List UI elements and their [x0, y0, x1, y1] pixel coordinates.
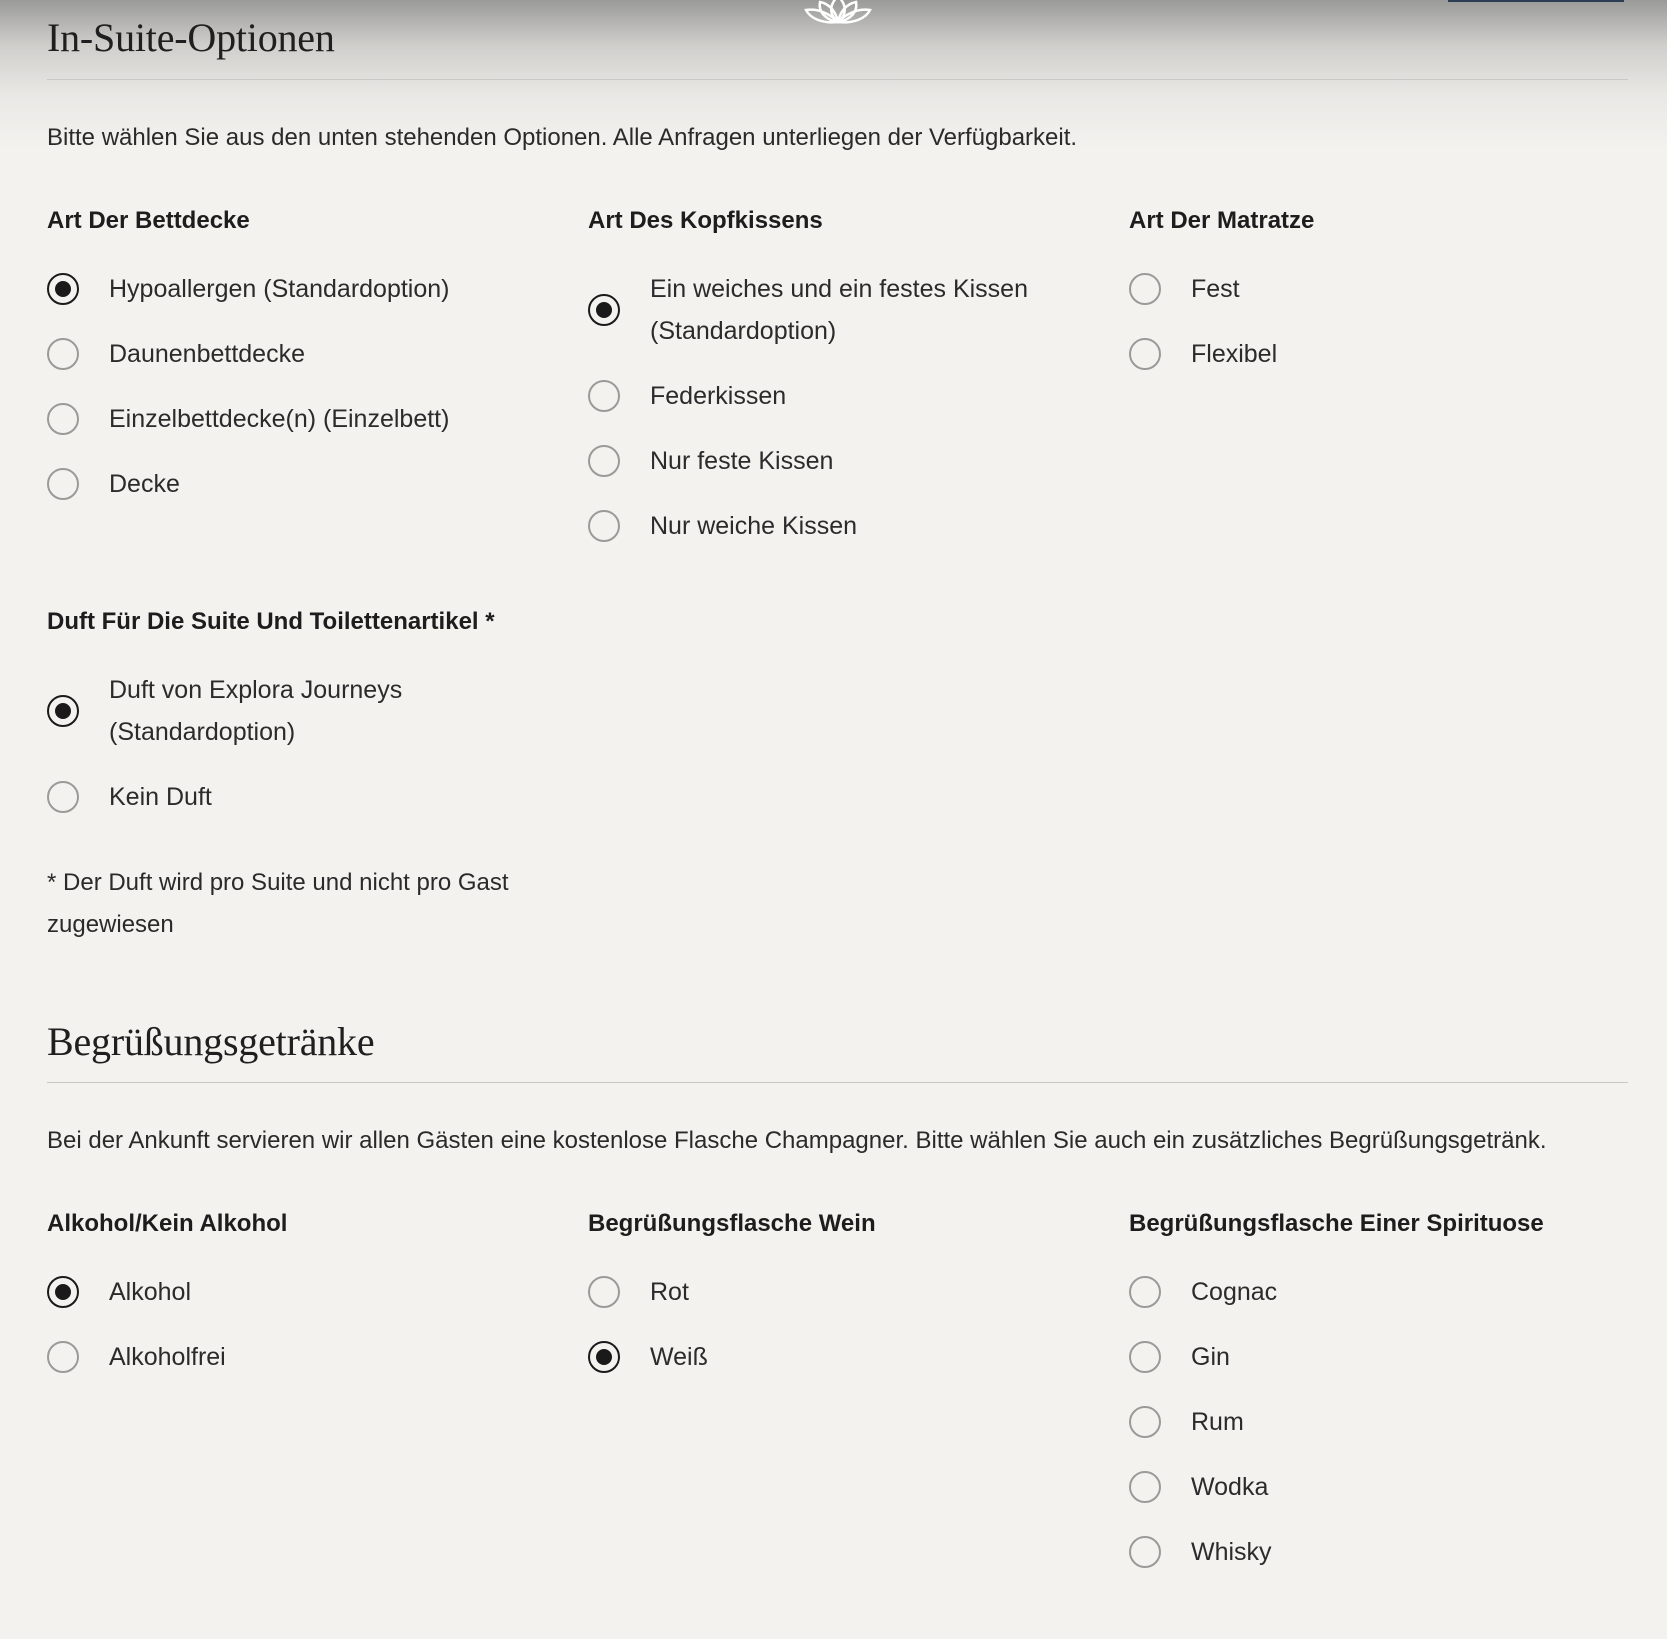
radio-unchecked-icon[interactable] [47, 468, 79, 500]
radio-option[interactable] [588, 440, 1078, 482]
radio-option[interactable] [1129, 1271, 1629, 1313]
radio-checked-icon[interactable] [588, 294, 620, 326]
radio-option-label: Einzelbettdecke(n) (Einzelbett) [109, 405, 450, 433]
radio-option[interactable] [588, 505, 1078, 547]
radio-option-label: Weiß [650, 1343, 708, 1371]
radio-option-label: Rot [650, 1278, 689, 1306]
radio-unchecked-icon[interactable] [1129, 1536, 1161, 1568]
scent-footnote: * Der Duft wird pro Suite und nicht pro Gast zugewiesen [47, 869, 509, 938]
radio-unchecked-icon[interactable] [1129, 1471, 1161, 1503]
radio-option-label: Gin [1191, 1343, 1230, 1371]
radio-option[interactable] [47, 463, 547, 505]
radio-option-label: Rum [1191, 1408, 1244, 1436]
radio-unchecked-icon[interactable] [1129, 1406, 1161, 1438]
radio-unchecked-icon[interactable] [1129, 273, 1161, 305]
wine-group [588, 1210, 1088, 1401]
pillow-group [588, 207, 1078, 570]
group-title: Art Des Kopfkissens [588, 207, 823, 234]
radio-option[interactable] [47, 1336, 547, 1378]
group-title: Duft Für Die Suite Und Toilettenartikel * [47, 608, 495, 635]
radio-unchecked-icon[interactable] [588, 1276, 620, 1308]
header-accent-bar [1448, 0, 1624, 2]
radio-option-label: Alkohol [109, 1278, 191, 1306]
radio-checked-icon[interactable] [47, 695, 79, 727]
radio-option-label: Cognac [1191, 1278, 1278, 1306]
radio-option[interactable] [1129, 1531, 1629, 1573]
radio-unchecked-icon[interactable] [1129, 1341, 1161, 1373]
radio-option[interactable] [588, 268, 1078, 352]
radio-option-label: Duft von Explora Journeys (Standardoption) [109, 676, 403, 746]
radio-option[interactable] [47, 398, 547, 440]
radio-option[interactable] [1129, 268, 1629, 310]
radio-option-label: Ein weiches und ein festes Kissen (Standardoption) [650, 275, 1028, 345]
radio-unchecked-icon[interactable] [1129, 1276, 1161, 1308]
radio-option[interactable] [588, 375, 1078, 417]
group-title: Begrüßungsflasche Wein [588, 1210, 876, 1237]
radio-checked-icon[interactable] [47, 273, 79, 305]
radio-option-label: Daunenbettdecke [109, 340, 305, 368]
lotus-logo-icon [800, 0, 876, 26]
radio-option[interactable] [588, 1271, 1088, 1313]
radio-checked-icon[interactable] [47, 1276, 79, 1308]
group-title: Alkohol/Kein Alkohol [47, 1210, 288, 1237]
mattress-group [1129, 207, 1629, 398]
radio-option-label: Fest [1191, 275, 1240, 303]
radio-option[interactable] [1129, 1336, 1629, 1378]
scent-group [47, 608, 567, 946]
radio-option[interactable] [588, 1336, 1088, 1378]
radio-unchecked-icon[interactable] [47, 403, 79, 435]
radio-option-label: Kein Duft [109, 783, 212, 811]
radio-option[interactable] [1129, 1466, 1629, 1508]
section-title-drinks: Begrüßungsgetränke [47, 1019, 375, 1064]
section-title-suite: In-Suite-Optionen [47, 15, 335, 60]
radio-unchecked-icon[interactable] [1129, 338, 1161, 370]
spirit-group [1129, 1210, 1629, 1596]
suite-intro-text: Bitte wählen Sie aus den unten stehenden Optionen. Alle Anfragen unterliegen der Verfügbarkeit. [47, 124, 1078, 151]
radio-unchecked-icon[interactable] [588, 445, 620, 477]
group-title: Art Der Matratze [1129, 207, 1315, 234]
group-title: Begrüßungsflasche Einer Spirituose [1129, 1210, 1544, 1237]
radio-option-label: Hypoallergen (Standardoption) [109, 275, 450, 303]
radio-option-label: Decke [109, 470, 180, 498]
radio-option-label: Federkissen [650, 382, 787, 410]
radio-unchecked-icon[interactable] [588, 510, 620, 542]
radio-option[interactable] [47, 1271, 547, 1313]
duvet-group [47, 207, 547, 528]
radio-option-label: Wodka [1191, 1473, 1269, 1501]
radio-option[interactable] [47, 669, 567, 753]
radio-checked-icon[interactable] [588, 1341, 620, 1373]
section-divider [47, 1082, 1628, 1083]
radio-option[interactable] [1129, 333, 1629, 375]
radio-option-label: Flexibel [1191, 340, 1278, 368]
radio-option[interactable] [47, 776, 567, 818]
radio-option-label: Nur weiche Kissen [650, 512, 858, 540]
group-title: Art Der Bettdecke [47, 207, 250, 234]
radio-option[interactable] [47, 268, 547, 310]
section-divider [47, 79, 1628, 80]
alcohol-group [47, 1210, 547, 1401]
radio-option-label: Whisky [1191, 1538, 1272, 1566]
radio-unchecked-icon[interactable] [47, 1341, 79, 1373]
radio-unchecked-icon[interactable] [47, 781, 79, 813]
radio-unchecked-icon[interactable] [588, 380, 620, 412]
radio-unchecked-icon[interactable] [47, 338, 79, 370]
radio-option[interactable] [1129, 1401, 1629, 1443]
radio-option-label: Alkoholfrei [109, 1343, 226, 1371]
drinks-intro-text: Bei der Ankunft servieren wir allen Gästen eine kostenlose Flasche Champagner. Bitte wählen Sie auch ein zusätzliches Begrüßungsgetränk. [47, 1127, 1547, 1154]
radio-option[interactable] [47, 333, 547, 375]
radio-option-label: Nur feste Kissen [650, 447, 834, 475]
